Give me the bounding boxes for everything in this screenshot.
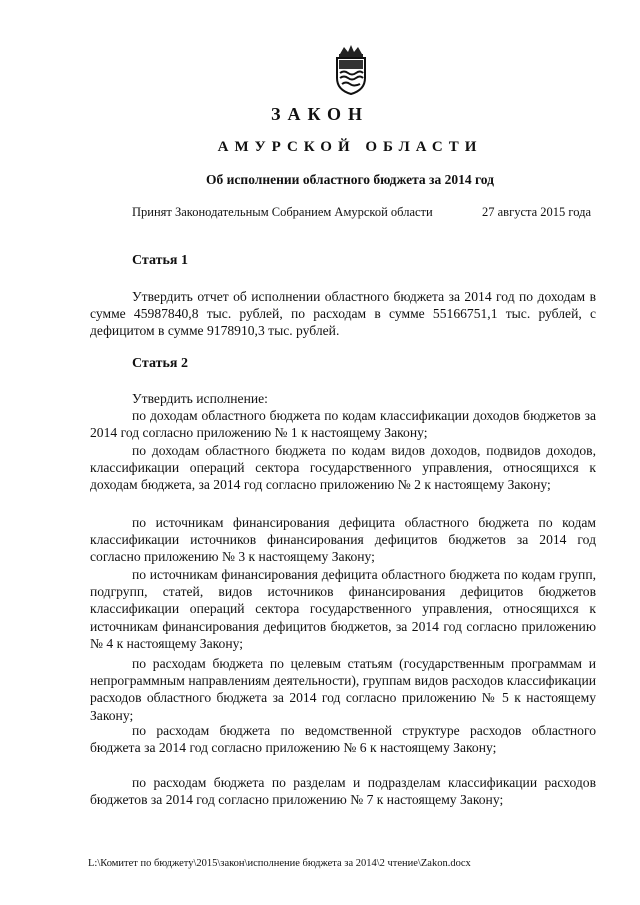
article-2-item: по источникам финансирования дефицита областного бюджета по кодам классификации источников финансирования дефицитов бюджетов за 2014 год согласно приложению № 3 к настоящему Закону;: [90, 515, 596, 565]
adopted-by: Принят Законодательным Собранием Амурской области: [132, 205, 433, 219]
law-title: ЗАКОН: [270, 104, 370, 124]
coat-of-arms-icon: [330, 44, 372, 96]
region-title: АМУРСКОЙ ОБЛАСТИ: [217, 139, 483, 155]
adopted-date: 27 августа 2015 года: [482, 205, 592, 219]
article-2-item: по расходам бюджета по целевым статьям (государственным программам и непрограммным направлениям деятельности), группам видов расходов классификации расходов областного бюджета за 2014 год согласно приложению № 5 к настоящему Закону;: [90, 656, 596, 723]
article-2-item: по доходам областного бюджета по кодам видов доходов, подвидов доходов, классификации операций сектора государственного управления, относящихся к доходам бюджета, за 2014 год согласно приложению № 2 к настоящему Закону;: [90, 443, 596, 493]
law-subject: Об исполнении областного бюджета за 2014 год: [206, 172, 494, 187]
article-1-text: Утвердить отчет об исполнении областного бюджета за 2014 год по доходам в сумме 45987840,8 тыс. рублей, по расходам в сумме 55166751,1 тыс. рублей, с дефицитом в сумме 9178910,3 тыс. рублей.: [90, 289, 596, 339]
article-2-item: по расходам бюджета по разделам и подразделам классификации расходов бюджетов за 2014 год согласно приложению № 7 к настоящему Закону;: [90, 775, 596, 808]
file-path-footer: L:\Комитет по бюджету\2015\закон\исполнение бюджета за 2014\2 чтение\Zakon.docx: [88, 858, 471, 869]
article-1-heading: Статья 1: [132, 253, 188, 268]
article-2-item: по доходам областного бюджета по кодам классификации доходов бюджетов за 2014 год согласно приложению № 1 к настоящему Закону;: [90, 408, 596, 441]
article-2-intro: Утвердить исполнение:: [132, 391, 268, 406]
article-2-heading: Статья 2: [132, 356, 188, 371]
article-2-item: по источникам финансирования дефицита областного бюджета по кодам групп, подгрупп, статей, видов источников финансирования дефицитов бюджетов классификации операций сектора государственного управления, относящихся к источникам финансирования дефицитов бюджетов, за 2014 год согласно приложению № 4 к настоящему Закону;: [90, 567, 596, 651]
article-2-item: по расходам бюджета по ведомственной структуре расходов областного бюджета за 2014 год согласно приложению № 6 к настоящему Закону;: [90, 723, 596, 756]
